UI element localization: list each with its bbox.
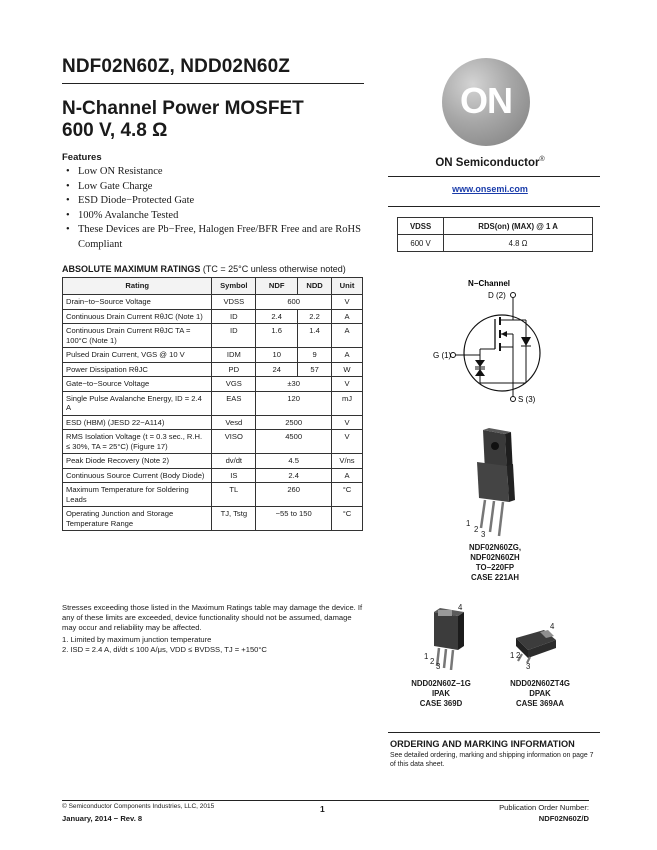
cell-ndf: 4500 [256, 430, 332, 454]
cell-unit: V [332, 415, 363, 430]
table-row [63, 362, 363, 377]
cell-unit: A [332, 309, 363, 324]
note-1: 1. Limited by maximum junction temperature [62, 635, 212, 644]
pkg1-pin-3: 3 [481, 530, 486, 539]
abs-max-table [62, 277, 363, 531]
cell-ndf: 2500 [256, 415, 332, 430]
copyright: © Semiconductor Components Industries, LLC, 2015 [62, 803, 215, 810]
cell-symbol: VISO [212, 430, 256, 454]
cell-unit: A [332, 348, 363, 363]
cell-ndf: −55 to 150 [256, 507, 332, 531]
cell-ndd: 9 [298, 348, 332, 363]
schematic-title: N−Channel [468, 279, 511, 288]
feature-item: • 100% Avalanche Tested [66, 209, 366, 224]
cell-rating: Gate−to−Source Voltage [63, 377, 212, 392]
cell-unit: W [332, 362, 363, 377]
page-number: 1 [320, 804, 325, 814]
website-link[interactable]: www.onsemi.com [452, 184, 528, 194]
spec-value-rds: 4.8 Ω [444, 235, 593, 252]
spec-value-row [398, 235, 593, 252]
features-heading: Features [62, 152, 102, 163]
note-2: 2. ISD = 2.4 A, di/dt ≤ 100 A/μs, VDD ≤ BVDSS, TJ = +150°C [62, 645, 267, 654]
on-logo: ON [442, 58, 530, 146]
spec-header-rds: RDS(on) (MAX) @ 1 A [444, 218, 593, 235]
cell-rating: Drain−to−Source Voltage [63, 295, 212, 310]
ordering-rule [388, 732, 600, 733]
cell-ndf: 10 [256, 348, 298, 363]
col-ndd: NDD [298, 278, 332, 295]
cell-symbol: PD [212, 362, 256, 377]
feature-item: • Low Gate Charge [66, 180, 366, 195]
col-symbol: Symbol [212, 278, 256, 295]
package-caption-dpak: NDD02N60ZT4G DPAK CASE 369AA [510, 679, 570, 708]
cell-symbol: EAS [212, 391, 256, 415]
cell-symbol: VDSS [212, 295, 256, 310]
feature-item: • ESD Diode−Protected Gate [66, 194, 366, 209]
ordering-title: ORDERING AND MARKING INFORMATION [390, 739, 575, 749]
cell-unit: A [332, 324, 363, 348]
n-channel-schematic [420, 275, 570, 410]
pkg1-pin-2: 2 [474, 525, 479, 534]
cell-unit: °C [332, 483, 363, 507]
table-row [63, 454, 363, 469]
product-title: N-Channel Power MOSFET [62, 98, 304, 119]
brand-rule [388, 176, 600, 177]
cell-ndd: 2.2 [298, 309, 332, 324]
cell-unit: V [332, 295, 363, 310]
pkg3-pin-2: 2 [516, 651, 521, 660]
feature-item: • These Devices are Pb−Free, Halogen Free/BFR Free and are RoHS Compliant [66, 223, 366, 252]
cell-ndf: 2.4 [256, 468, 332, 483]
cell-unit: mJ [332, 391, 363, 415]
cell-rating: ESD (HBM) (JESD 22−A114) [63, 415, 212, 430]
package-caption-ipak: NDD02N60Z−1G IPAK CASE 369D [411, 679, 471, 708]
cell-symbol: dv/dt [212, 454, 256, 469]
table-row [63, 507, 363, 531]
cell-ndf: 2.4 [256, 309, 298, 324]
part-numbers-title: NDF02N60Z, NDD02N60Z [62, 56, 290, 77]
table-row [63, 483, 363, 507]
to220fp-package-image [463, 428, 528, 538]
package-caption-to220fp: NDF02N60ZG, NDF02N60ZH TO−220FP CASE 221AH [469, 543, 521, 582]
col-unit: Unit [332, 278, 363, 295]
title-rule [62, 83, 364, 84]
features-list [66, 165, 366, 252]
spec-header-vdss: VDSS [398, 218, 444, 235]
table-row [63, 295, 363, 310]
product-subtitle: 600 V, 4.8 Ω [62, 120, 168, 141]
cell-rating: RMS Isolation Voltage (t = 0.3 sec., R.H. ≤ 30%, TA = 25°C) (Figure 17) [63, 430, 212, 454]
spec-header-row [398, 218, 593, 235]
table-row [63, 415, 363, 430]
cell-rating: Continuous Drain Current RθJC (Note 1) [63, 309, 212, 324]
cell-ndd: 57 [298, 362, 332, 377]
footer-rule [62, 800, 589, 801]
drain-label: D (2) [488, 291, 506, 300]
spec-table [397, 217, 593, 252]
source-label: S (3) [518, 395, 536, 404]
cell-symbol: ID [212, 324, 256, 348]
table-row [63, 391, 363, 415]
cell-ndf: 600 [256, 295, 332, 310]
cell-ndf: 24 [256, 362, 298, 377]
revision-date: January, 2014 − Rev. 8 [62, 814, 143, 823]
col-rating: Rating [63, 278, 212, 295]
spec-value-vdss: 600 V [398, 235, 444, 252]
gate-label: G (1) [433, 351, 452, 360]
pkg2-pin-2: 2 [430, 657, 435, 666]
cell-symbol: VGS [212, 377, 256, 392]
table-row [63, 309, 363, 324]
abs-max-title: ABSOLUTE MAXIMUM RATINGS (TC = 25°C unless otherwise noted) [62, 264, 346, 274]
cell-rating: Pulsed Drain Current, VGS @ 10 V [63, 348, 212, 363]
pkg3-pin-4: 4 [550, 622, 555, 631]
cell-unit: V [332, 377, 363, 392]
cell-symbol: IS [212, 468, 256, 483]
pkg3-pin-3: 3 [526, 662, 531, 671]
company-name: ON Semiconductor® [435, 156, 545, 169]
pkg2-pin-3: 3 [436, 662, 441, 671]
cell-rating: Power Dissipation RθJC [63, 362, 212, 377]
pkg3-pin-1: 1 [510, 651, 515, 660]
url-rule [388, 206, 600, 207]
pkg2-pin-4: 4 [458, 603, 463, 612]
col-ndf: NDF [256, 278, 298, 295]
cell-unit: A [332, 468, 363, 483]
table-row [63, 348, 363, 363]
ordering-text: See detailed ordering, marking and shipping information on page 7 of this data sheet. [390, 752, 594, 768]
table-row [63, 430, 363, 454]
cell-ndf: 4.5 [256, 454, 332, 469]
cell-rating: Continuous Source Current (Body Diode) [63, 468, 212, 483]
cell-rating: Single Pulse Avalanche Energy, ID = 2.4 A [63, 391, 212, 415]
cell-ndf: 260 [256, 483, 332, 507]
cell-ndf: 120 [256, 391, 332, 415]
cell-symbol: TL [212, 483, 256, 507]
table-row [63, 377, 363, 392]
publication-number: NDF02N60Z/D [538, 814, 589, 823]
cell-symbol: TJ, Tstg [212, 507, 256, 531]
cell-unit: V [332, 430, 363, 454]
stress-note: Stresses exceeding those listed in the Maximum Ratings table may damage the device. If any of these limits are exceeded, device functionality should not be assumed, damage may occur and reliability may be affected. [62, 603, 363, 632]
cell-rating: Operating Junction and Storage Temperature Range [63, 507, 212, 531]
pkg2-pin-1: 1 [424, 652, 429, 661]
cell-symbol: ID [212, 309, 256, 324]
cell-unit: V/ns [332, 454, 363, 469]
cell-ndf: 1.6 [256, 324, 298, 348]
feature-item: • Low ON Resistance [66, 165, 366, 180]
table-row [63, 324, 363, 348]
cell-rating: Maximum Temperature for Soldering Leads [63, 483, 212, 507]
cell-ndf: ±30 [256, 377, 332, 392]
cell-ndd: 1.4 [298, 324, 332, 348]
notes [62, 603, 364, 657]
pkg1-pin-1: 1 [466, 519, 471, 528]
cell-unit: °C [332, 507, 363, 531]
cell-rating: Continuous Drain Current RθJC TA = 100°C (Note 1) [63, 324, 212, 348]
cell-rating: Peak Diode Recovery (Note 2) [63, 454, 212, 469]
publication-label: Publication Order Number: [499, 803, 589, 812]
table-header-row [63, 278, 363, 295]
table-row [63, 468, 363, 483]
cell-symbol: IDM [212, 348, 256, 363]
cell-symbol: Vesd [212, 415, 256, 430]
